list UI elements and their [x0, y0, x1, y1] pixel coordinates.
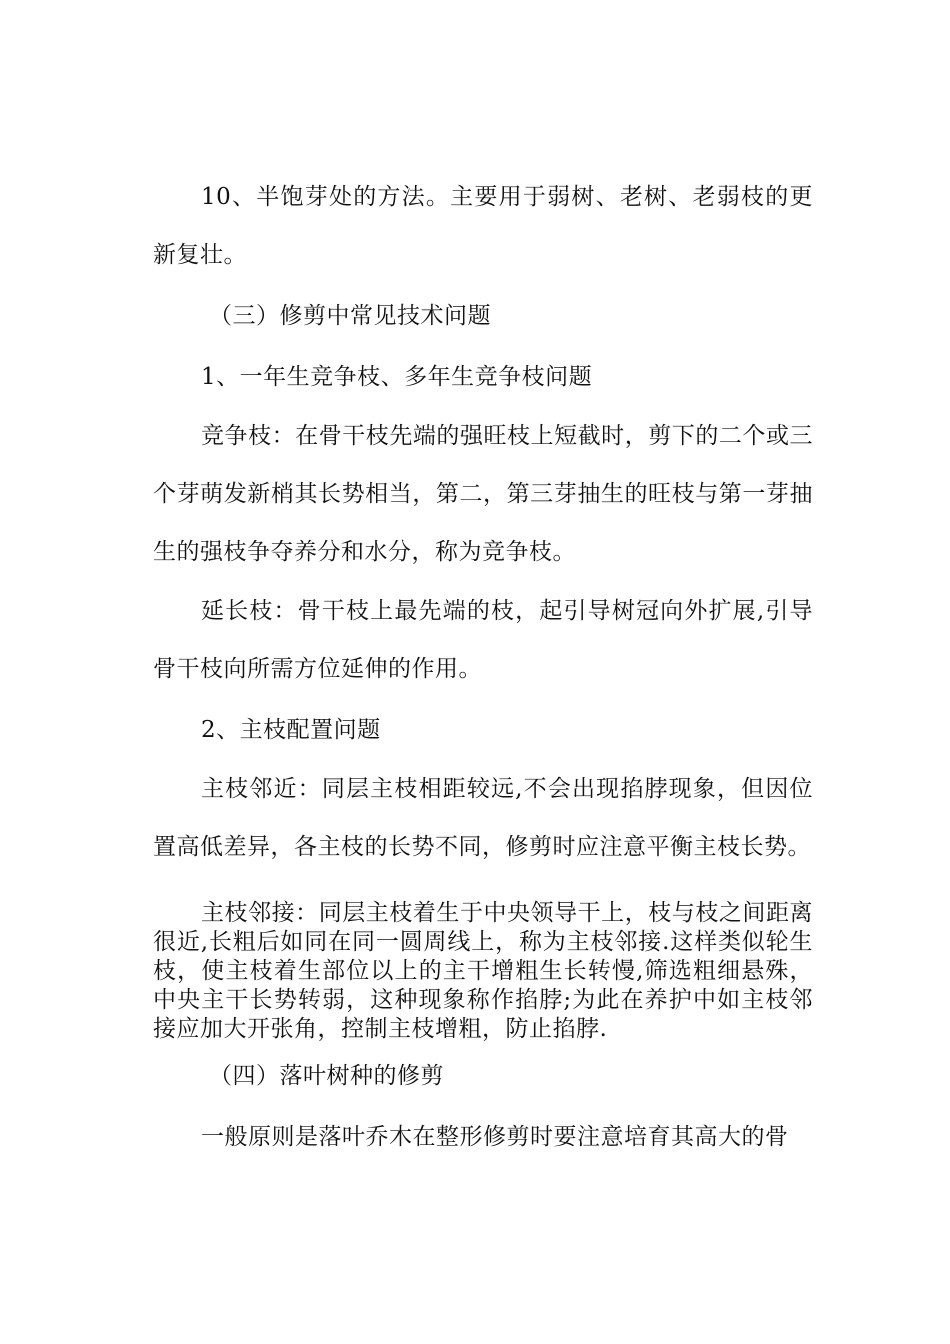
- paragraph-main-branch-adjacent: 主枝邻近：同层主枝相距较远,不会出现掐脖现象，但因位置高低差异，各主枝的长势不同，修剪时应注意平衡主枝长势。: [153, 776, 813, 860]
- section-heading-pruning-problems: （三）修剪中常见技术问题: [209, 303, 491, 329]
- paragraph-extension-branch-definition: 延长枝：骨干枝上最先端的枝，起引导树冠向外扩展,引导骨干枝向所需方位延伸的作用。: [153, 598, 813, 682]
- paragraph-competing-branch-definition: 竞争枝：在骨干枝先端的强旺枝上短截时，剪下的二个或三个芽萌发新梢其长势相当，第二，第三芽抽生的旺枝与第一芽抽生的强枝争夺养分和水分，称为竞争枝。: [153, 423, 813, 565]
- paragraph-deciduous-general-principle: 一般原则是落叶乔木在整形修剪时要注意培育其高大的骨: [201, 1124, 789, 1150]
- paragraph-half-bud-method: 10、半饱芽处的方法。主要用于弱树、老树、老弱枝的更新复壮。: [153, 184, 813, 268]
- section-heading-deciduous-pruning: （四）落叶树种的修剪: [209, 1063, 444, 1089]
- paragraph-main-branch-connected: 主枝邻接：同层主枝着生于中央领导干上，枝与枝之间距离很近,长粗后如同在同一圆周线上，称为主枝邻接.这样类似轮生枝，使主枝着生部位以上的主干增粗生长转慢,筛选粗细悬殊，中央主干长势转弱，这种现象称作掐脖;为此在养护中如主枝邻接应加大开张角，控制主枝增粗，防止掐脖.: [153, 900, 813, 1042]
- subheading-main-branch-arrangement: 2、主枝配置问题: [201, 717, 381, 743]
- subheading-competing-branches: 1、一年生竞争枝、多年生竞争枝问题: [201, 364, 593, 390]
